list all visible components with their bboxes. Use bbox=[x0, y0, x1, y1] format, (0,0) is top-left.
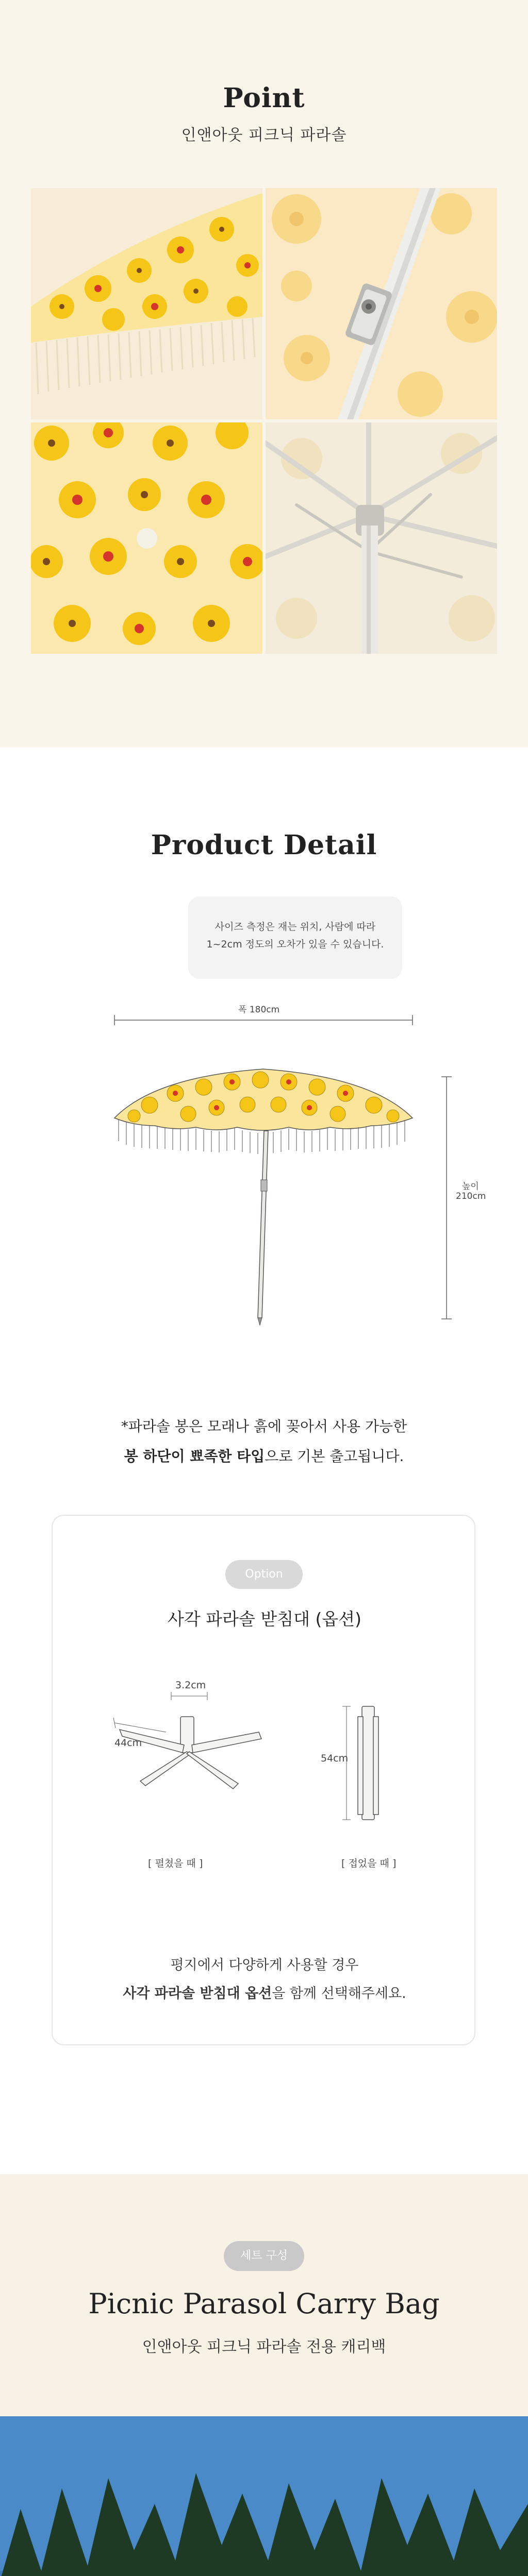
dim-top-label: 3.2cm bbox=[175, 1680, 206, 1691]
detail-caption bbox=[0, 1412, 528, 1471]
carry-bag-photo-1 bbox=[0, 2416, 528, 2576]
option-caption-line2 bbox=[53, 1982, 476, 2002]
ribs-underside-photo bbox=[266, 422, 497, 654]
label-open: [ 펼쳤을 때 ] bbox=[148, 1858, 203, 1869]
detail-caption-line1: *파라솔 봉은 모래나 흙에 꽂아서 사용 가능한 bbox=[121, 1418, 407, 1435]
product-detail-section bbox=[0, 747, 528, 2174]
dim-left-label: 44cm bbox=[114, 1737, 142, 1749]
size-note-line1: 사이즈 측정은 재는 위치, 사람에 따라 bbox=[214, 921, 376, 933]
option-caption-line1: 평지에서 다양하게 사용할 경우 bbox=[170, 1957, 359, 1973]
width-label: 폭 180cm bbox=[238, 1005, 280, 1015]
detail-title: Product Detail bbox=[151, 829, 377, 861]
pole-hinge-photo bbox=[266, 188, 497, 419]
height-label-1: 높이 bbox=[462, 1181, 479, 1192]
detail-caption-bold: 봉 하단이 뾰족한 타입 bbox=[124, 1448, 265, 1465]
point-section bbox=[0, 0, 528, 747]
option-caption-rest: 을 함께 선택해주세요. bbox=[272, 1986, 406, 2002]
set-pill: 세트 구성 bbox=[224, 2241, 304, 2271]
canopy-fringe-photo bbox=[31, 188, 262, 419]
label-folded: [ 접었을 때 ] bbox=[341, 1858, 397, 1869]
point-subtitle: 인앤아웃 피크닉 파라솔 bbox=[181, 126, 347, 144]
bag-title: Picnic Parasol Carry Bag bbox=[88, 2287, 440, 2320]
stand-folded-drawing bbox=[341, 1701, 393, 1825]
carry-bag-section bbox=[0, 2174, 528, 2576]
point-photo-grid bbox=[31, 188, 497, 654]
canopy-top-photo bbox=[31, 422, 262, 654]
point-title: Point bbox=[223, 82, 305, 114]
height-label-2: 210cm bbox=[456, 1191, 486, 1201]
option-pill: Option bbox=[225, 1560, 303, 1589]
option-card bbox=[52, 1515, 475, 2045]
bag-subtitle: 인앤아웃 피크닉 파라솔 전용 캐리백 bbox=[142, 2338, 386, 2356]
detail-caption-line2 bbox=[0, 1442, 528, 1471]
option-title: 사각 파라솔 받침대 (옵션) bbox=[168, 1609, 361, 1629]
option-caption-bold: 사각 파라솔 받침대 옵션 bbox=[123, 1986, 272, 2002]
dim-height-label: 54cm bbox=[321, 1753, 349, 1764]
size-note-line2: 1~2cm 정도의 오차가 있을 수 있습니다. bbox=[206, 939, 384, 950]
detail-caption-rest: 으로 기본 출고됩니다. bbox=[265, 1448, 404, 1465]
